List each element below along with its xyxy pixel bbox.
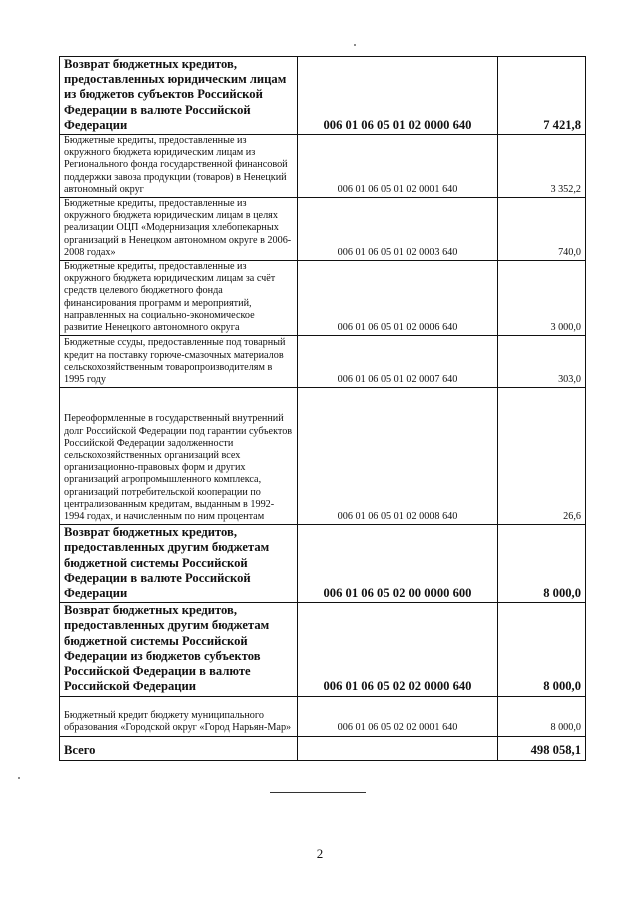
row-code: 006 01 06 05 01 02 0001 640 (298, 135, 498, 198)
table-row (60, 603, 586, 696)
budget-table (59, 56, 586, 761)
row-amount: 8 000,0 (498, 525, 586, 603)
total-amount: 498 058,1 (498, 736, 586, 760)
row-code: 006 01 06 05 02 02 0001 640 (298, 696, 498, 736)
row-amount: 7 421,8 (498, 57, 586, 135)
row-code: 006 01 06 05 01 02 0006 640 (298, 261, 498, 336)
table-row (60, 336, 586, 388)
row-description: Бюджетные кредиты, предоставленные из окружного бюджета юридическим лицам в целях реализации ОЦП «Модернизация хлебопекарных организаций в Ненецком автономном округе в 2006-2008 годах» (60, 198, 298, 261)
table-row (60, 135, 586, 198)
row-code: 006 01 06 05 01 02 0008 640 (298, 388, 498, 525)
row-code: 006 01 06 05 01 02 0000 640 (298, 57, 498, 135)
row-code: 006 01 06 05 02 02 0000 640 (298, 603, 498, 696)
row-amount: 26,6 (498, 388, 586, 525)
row-amount: 303,0 (498, 336, 586, 388)
row-amount: 8 000,0 (498, 603, 586, 696)
row-description: Бюджетный кредит бюджету муниципального образования «Городской округ «Город Нарьян-Мар» (60, 696, 298, 736)
table-row (60, 525, 586, 603)
row-description: Бюджетные кредиты, предоставленные из окружного бюджета юридическим лицам за счёт средств целевого бюджетного фонда финансирования программ и мероприятий, направленных на социально-экономическое развитие Ненецкого автономного округа (60, 261, 298, 336)
table-row (60, 696, 586, 736)
table-row (60, 198, 586, 261)
row-description: Возврат бюджетных кредитов, предоставленных другим бюджетам бюджетной системы Российской Федерации в валюте Российской Федерации (60, 525, 298, 603)
footer-rule (270, 792, 366, 793)
scan-speck (18, 777, 20, 779)
row-amount: 3 352,2 (498, 135, 586, 198)
page-number: 2 (316, 846, 324, 861)
scan-speck (354, 44, 356, 46)
row-description: Бюджетные кредиты, предоставленные из окружного бюджета юридическим лицам из Регионального фонда государственной финансовой поддержки завоза продукции (товаров) в Ненецкий автономный округ (60, 135, 298, 198)
total-label: Всего (60, 736, 298, 760)
row-code: 006 01 06 05 01 02 0003 640 (298, 198, 498, 261)
row-description: Переоформленные в государственный внутренний долг Российской Федерации под гарантии субъектов Российской Федерации задолженности сельскохозяйственных организаций всех организационно-правовых форм и других организаций агропромышленного комплекса, организаций потребительской кооперации по централизованным кредитам, выданным в 1992-1994 годах, и начисленным по ним процентам (60, 388, 298, 525)
row-amount: 8 000,0 (498, 696, 586, 736)
row-code: 006 01 06 05 02 00 0000 600 (298, 525, 498, 603)
row-description: Бюджетные ссуды, предоставленные под товарный кредит на поставку горюче-смазочных материалов сельскохозяйственным товаропроизводителям в 1995 году (60, 336, 298, 388)
total-row (60, 736, 586, 760)
table-row (60, 388, 586, 525)
row-description: Возврат бюджетных кредитов, предоставленных другим бюджетам бюджетной системы Российской Федерации из бюджетов субъектов Российской Федерации в валюте Российской Федерации (60, 603, 298, 696)
row-amount: 740,0 (498, 198, 586, 261)
row-description: Возврат бюджетных кредитов, предоставленных юридическим лицам из бюджетов субъектов Российской Федерации в валюте Российской Федерации (60, 57, 298, 135)
table-row (60, 57, 586, 135)
row-amount: 3 000,0 (498, 261, 586, 336)
table-row (60, 261, 586, 336)
total-code (298, 736, 498, 760)
row-code: 006 01 06 05 01 02 0007 640 (298, 336, 498, 388)
